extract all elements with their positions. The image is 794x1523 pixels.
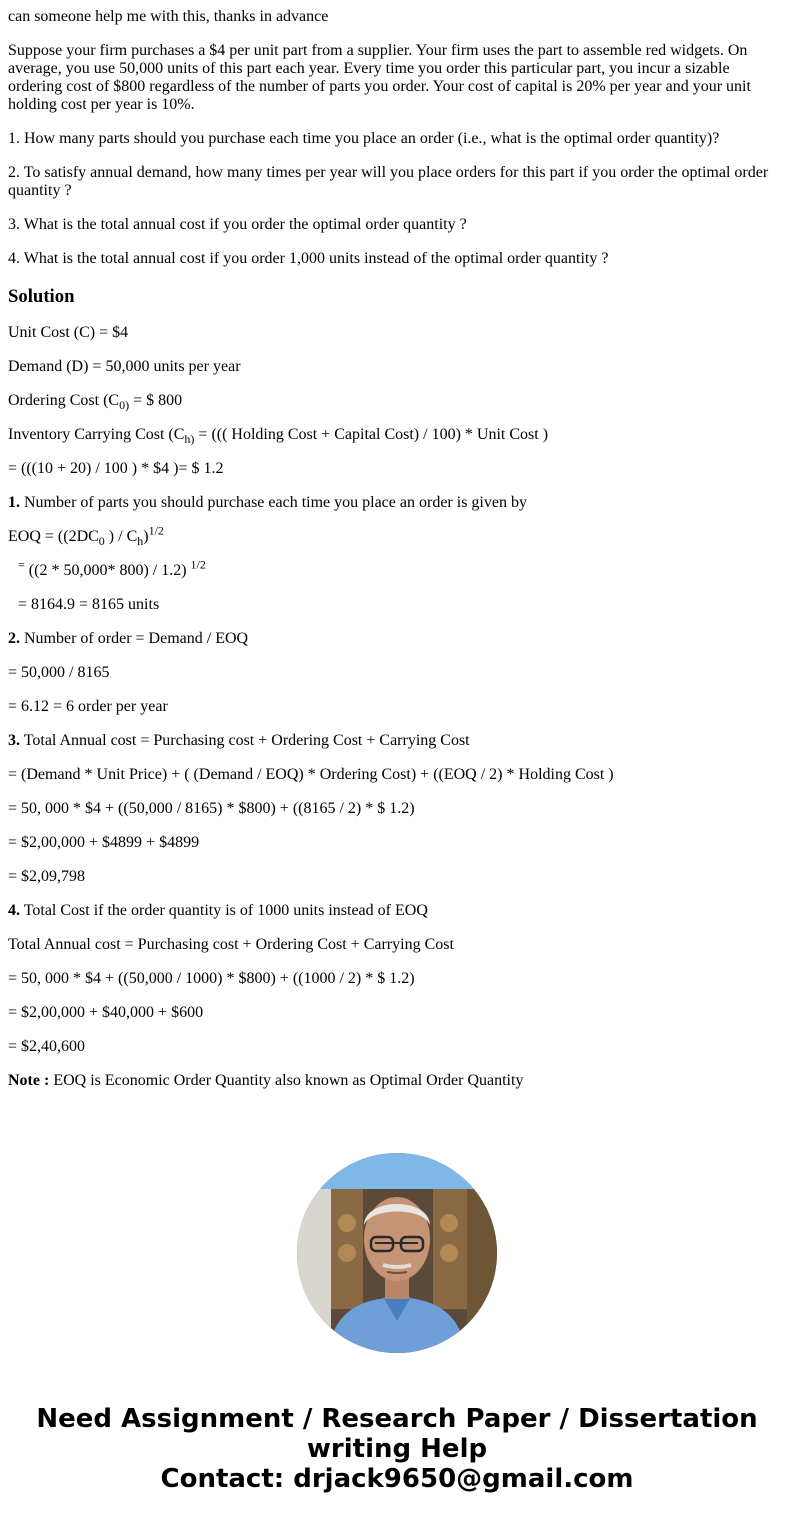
- eoq-calculation: = ((2 * 50,000* 800) / 1.2) $^{1/2}$: [18, 557, 206, 579]
- question-scenario: Suppose your firm purchases a $4 per unit part from a supplier. Your firm uses the part to assemble red widgets. On average, you use 50,000 units of this part each year. Every time you order this particular part, you incur a sizable ordering cost of $800 regardless of the number of parts you order. Your cost of capital is 20% per year and your unit holding cost per year is 10%.: [8, 42, 751, 113]
- eoq-result: = 8164.9 = 8165 units: [18, 596, 160, 613]
- author-photo: [297, 1153, 497, 1353]
- promo-line-2: writing Help: [306, 1434, 488, 1464]
- answer-4-result: = $2,40,600: [8, 1038, 86, 1055]
- answer-2-result: = 6.12 = 6 order per year: [8, 698, 168, 715]
- promo-banner: [0, 1404, 794, 1494]
- unit-cost-line: Unit Cost (C) = $4: [8, 324, 129, 341]
- answer-4-calc: = 50, 000 * $4 + ((50,000 / 1000) * $800) + ((1000 / 2) * $ 1.2): [8, 970, 415, 987]
- note-line: Note : EOQ is Economic Order Quantity also known as Optimal Order Quantity: [8, 1072, 524, 1089]
- question-3: 3. What is the total annual cost if you order the optimal order quantity ?: [8, 216, 467, 233]
- carrying-cost-line: Inventory Carrying Cost ($C_{h)}$ = ((( Holding Cost + Capital Cost) / 100) * Unit Cost ): [8, 426, 549, 447]
- answer-4-formula: Total Annual cost = Purchasing cost + Ordering Cost + Carrying Cost: [8, 936, 454, 953]
- question-1: 1. How many parts should you purchase each time you place an order (i.e., what is the optimal order quantity)?: [8, 130, 720, 147]
- promo-line-1: Need Assignment / Research Paper / Dissertation: [36, 1404, 758, 1434]
- solution-heading: Solution: [8, 286, 75, 307]
- answer-3-heading: 3. Total Annual cost = Purchasing cost + Ordering Cost + Carrying Cost: [8, 732, 470, 749]
- ordering-cost-line: Ordering Cost ($C_{0)}$ = $ 800: [8, 392, 183, 413]
- demand-line: Demand (D) = 50,000 units per year: [8, 358, 241, 375]
- carrying-cost-calc: = (((10 + 20) / 100 ) * $4 )= $ 1.2: [8, 460, 224, 477]
- document-body: [8, 0, 784, 1106]
- eoq-formula: EOQ = (($2DC_0$ ) / $C_h)^{1/2}$: [8, 523, 164, 549]
- answer-3-calc: = 50, 000 * $4 + ((50,000 / 8165) * $800) + ((8165 / 2) * $ 1.2): [8, 800, 415, 817]
- question-2: 2. To satisfy annual demand, how many times per year will you place orders for this part if you order the optimal order quantity ?: [8, 164, 769, 199]
- answer-4-heading: 4. Total Cost if the order quantity is of 1000 units instead of EOQ: [8, 902, 428, 919]
- promo-contact: Contact: drjack9650@gmail.com: [160, 1464, 634, 1494]
- answer-2-calc: = 50,000 / 8165: [8, 664, 110, 681]
- question-intro: can someone help me with this, thanks in advance: [8, 8, 329, 25]
- answer-3-formula: = (Demand * Unit Price) + ( (Demand / EOQ) * Ordering Cost) + ((EOQ / 2) * Holding Cost ): [8, 766, 614, 783]
- question-4: 4. What is the total annual cost if you order 1,000 units instead of the optimal order quantity ?: [8, 250, 609, 267]
- answer-4-sum: = $2,00,000 + $40,000 + $600: [8, 1004, 204, 1021]
- answer-1-heading: 1. Number of parts you should purchase each time you place an order is given by: [8, 494, 527, 511]
- answer-2-heading: 2. Number of order = Demand / EOQ: [8, 630, 249, 647]
- answer-3-sum: = $2,00,000 + $4899 + $4899: [8, 834, 200, 851]
- answer-3-result: = $2,09,798: [8, 868, 86, 885]
